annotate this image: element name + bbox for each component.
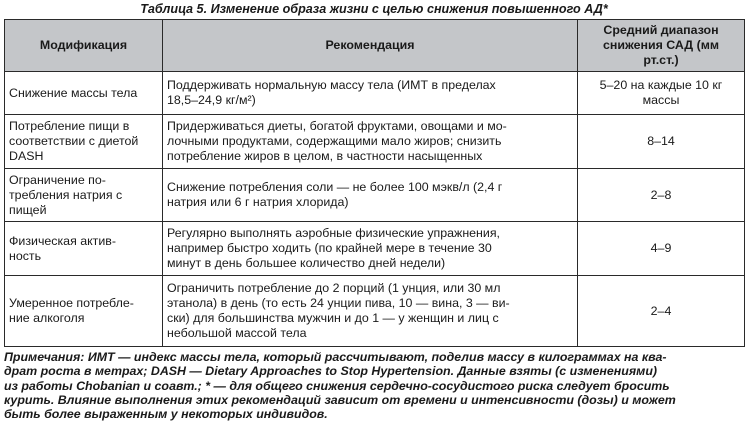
cell-line: Поддерживать нормальную массу тела (ИМТ в пределах [167,78,496,92]
table-row [5,222,745,276]
table-row [5,115,745,169]
cell-modification [5,72,163,115]
cell-recommendation [163,72,578,115]
notes-line: курить. Влияние выполнения этих рекомендаций зависит от времени и интенсивности (дозы) и может [4,392,676,407]
table-header-row [5,20,745,72]
cell-reduction [578,169,745,222]
cell-line: например быстро ходить (по крайней мере в течение 30 [167,241,492,255]
cell-recommendation [163,169,578,222]
header-recommendation: Рекомендация [163,20,578,72]
cell-line: 18,5–24,9 кг/м²) [167,93,256,107]
cell-line: пищей [9,202,47,217]
cell-line: 2–4 [650,303,672,318]
cell-line: Умеренное потребле- [9,296,134,310]
table-row [5,72,745,115]
cell-line: Снижение массы тела [9,85,138,100]
cell-line: Регулярно выполнять аэробные физические упражнения, [167,226,500,240]
cell-line: небольшой массой тела [167,326,307,340]
table-row [5,169,745,222]
notes-line: Примечания: ИМТ — индекс массы тела, который рассчитывают, поделив массу в килограммах на ква- [4,350,667,364]
header-reduction [578,20,745,72]
cell-modification [5,276,163,347]
cell-reduction [578,72,745,115]
cell-line: массы [642,93,680,107]
cell-modification [5,115,163,169]
cell-recommendation [163,222,578,276]
cell-line: Снижение потребления соли — не более 100 мэкв/л (2,4 г [167,180,503,194]
cell-line: ние алкоголя [9,311,85,325]
header-reduction-line: рт.ст.) [643,53,679,67]
notes-line: драт роста в метрах; DASH — Dietary Approaches to Stop Hypertension. Данные взяты (с изменениями) [4,364,658,379]
table-row [5,276,745,347]
cell-line: Придерживаться диеты, богатой фруктами, овощами и мо- [167,119,507,133]
cell-line: 4–9 [650,241,672,255]
cell-line: соответствии с диетой [9,134,139,148]
cell-reduction [578,276,745,347]
header-reduction-line: Средний диапазон [603,23,719,37]
cell-modification [5,169,163,222]
cell-line: 2–8 [650,187,672,202]
cell-line: минут в день большее количество дней недели) [167,256,446,270]
header-modification: Модификация [5,20,163,72]
cell-line: ски) для большинства мужчин и до 1 — у женщин и лиц с [167,311,499,325]
cell-reduction [578,222,745,276]
table-caption: Таблица 5. Изменение образа жизни с целью снижения повышенного АД* [140,2,608,16]
cell-line: лочными продуктами, содержащими мало жиров; снизить [167,134,502,148]
lifestyle-modification-table [4,19,745,347]
cell-line: потребление жиров в целом, в частности насыщенных [167,149,483,163]
notes-line: из работы Chobanian и соавт.; * — для общего снижения сердечно-сосудистого риска следует бросить [4,378,670,393]
cell-line: 8–14 [647,134,675,148]
cell-line: 5–20 на каждые 10 кг [599,78,723,92]
cell-line: Ограничить потребление до 2 порций (1 унция, или 30 мл [167,281,501,295]
cell-line: Ограничение по- [9,172,106,187]
cell-line: ность [9,248,42,263]
cell-line: DASH [9,149,44,163]
cell-line: Потребление пищи в [9,119,130,133]
cell-recommendation [163,276,578,347]
cell-line: натрия или 6 г натрия хлорида) [167,195,349,209]
cell-recommendation [163,115,578,169]
table-notes [4,350,744,421]
cell-modification [5,222,163,276]
header-reduction-line: снижения САД (мм [602,38,720,52]
cell-line: требления натрия с [9,187,123,202]
cell-line: Физическая актив- [9,233,116,248]
cell-reduction [578,115,745,169]
notes-line: быть более выраженным у некоторых индивидов. [4,407,328,422]
cell-line: этанола) в день (то есть 24 унции пива, 10 — вина, 3 — ви- [167,296,510,310]
